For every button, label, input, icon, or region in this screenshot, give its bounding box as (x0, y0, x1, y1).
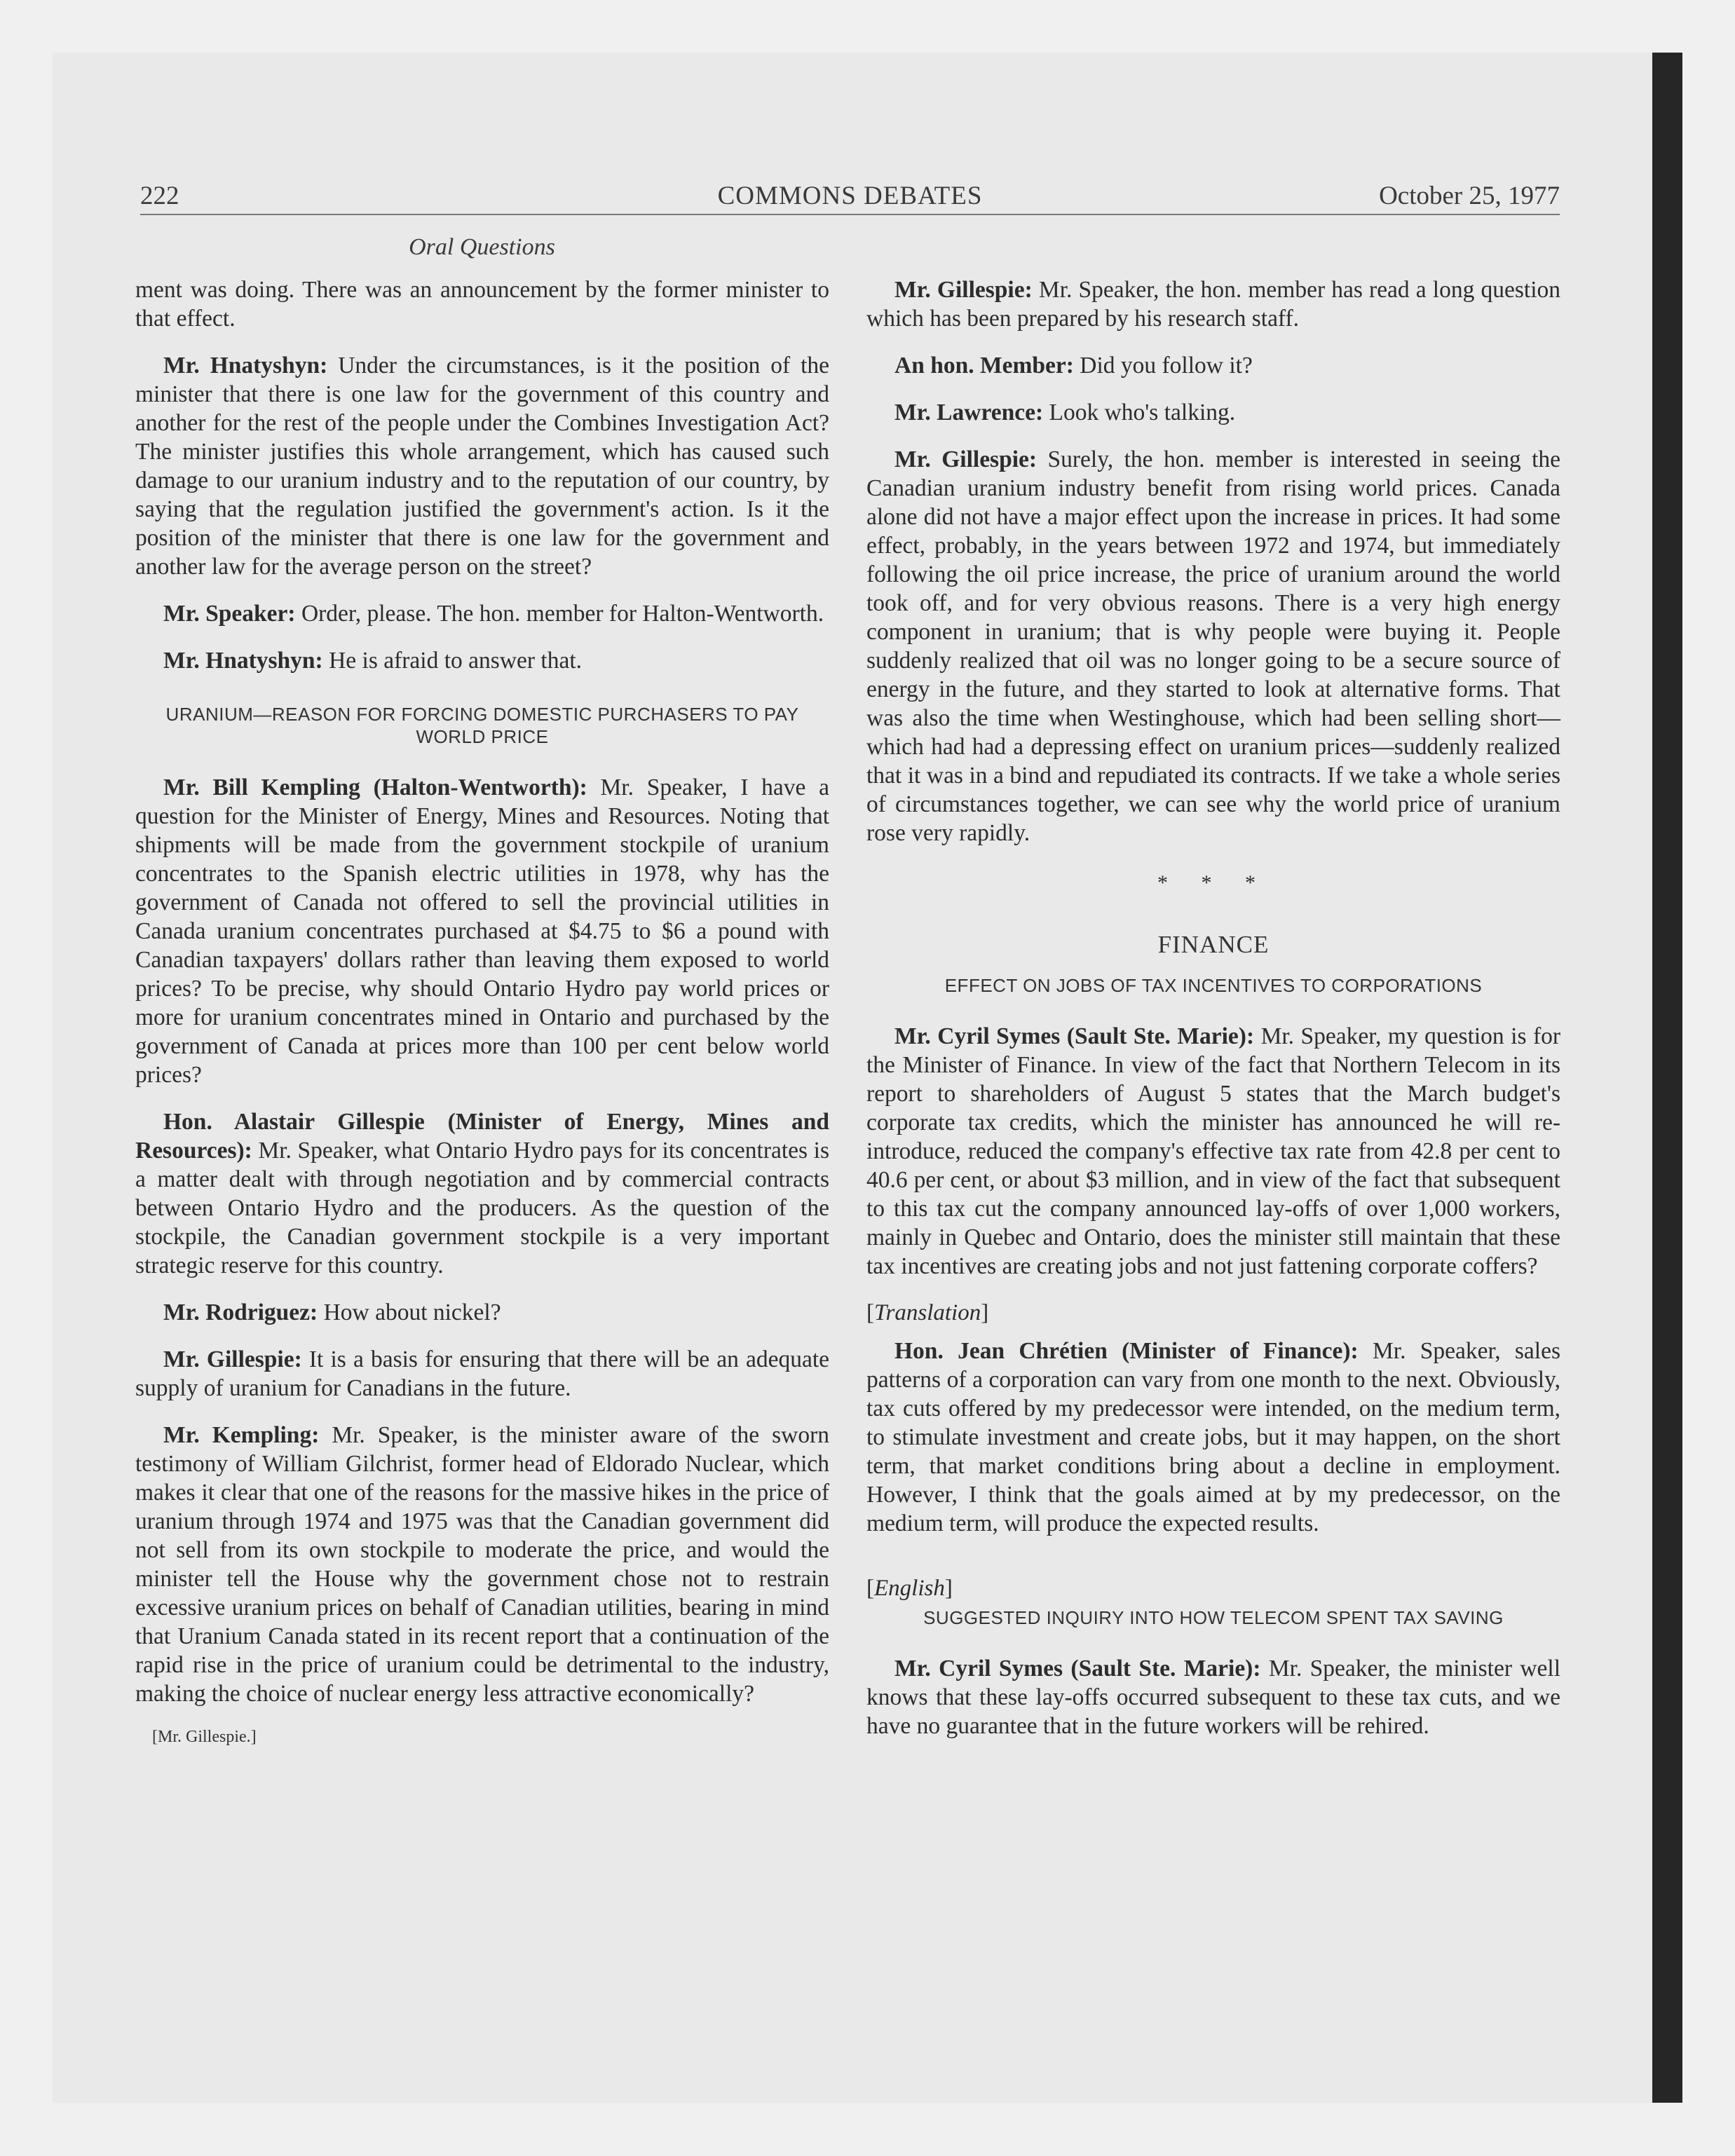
subheading: URANIUM—REASON FOR FORCING DOMESTIC PURCHASERS TO PAY WORLD PRICE (165, 704, 799, 747)
page-header (140, 181, 1560, 216)
speech-text: Mr. Speaker, what Ontario Hydro pays for its concentrates is a matter dealt with through negotiation and by commercial contracts between Ontario Hydro and the producers. As the question of the stockpile, the Canadian government stockpile is a very important strategic reserve for this country. (135, 1138, 830, 1278)
speaker-name: An hon. Member: (894, 353, 1074, 378)
speech-text: Order, please. The hon. member for Halton-Wentworth. (301, 601, 824, 627)
translation-marker: [Translation] (866, 1300, 989, 1325)
paragraph (135, 351, 829, 581)
paragraph (135, 646, 829, 675)
publication-title: COMMONS DEBATES (717, 182, 983, 210)
paragraph (866, 398, 1560, 427)
paragraph (135, 1345, 829, 1403)
speech-text: It is a basis for ensuring that there will be an adequate supply of uranium for Canadians in the future. (135, 1346, 829, 1401)
speech-text: Mr. Speaker, is the minister aware of the sworn testimony of William Gilchrist, former head of Eldorado Nuclear, which makes it clear that one of the reasons for the massive hikes in the price of uranium through 1974 and 1975 was that the Canadian government did not sell from its own stockpile to moderate the price, and would the minister tell the House why the government chose not to restrain excessive uranium prices on behalf of Canadian utilities, bearing in mind that Uranium Canada stated in its recent report that a continuation of the rapid rise in the price of uranium could be detrimental to the industry, making the choice of nuclear energy less attractive economically? (135, 1422, 830, 1707)
section-title: FINANCE (1157, 931, 1270, 958)
speaker-name: Mr. Hnatyshyn: (163, 353, 328, 378)
binding-edge (1652, 53, 1682, 2103)
speaker-name: Mr. Gillespie: (894, 277, 1033, 303)
paragraph (866, 1022, 1560, 1281)
speaker-name: Mr. Kempling: (163, 1422, 320, 1448)
speech-text: Mr. Speaker, my question is for the Minister of Finance. In view of the fact that Northern Telecom in its report to shareholders of August 5 states that the March budget's corporate tax credits, which the minister has announced he will re-introduce, reduced the company's effective tax rate from 42.8 per cent to 40.6 per cent, or about $3 million, and in view of the fact that subsequent to this tax cut the company announced lay-offs of over 1,000 workers, mainly in Quebec and Ontario, does the minister still maintain that these tax incentives are creating jobs and not just fattening corporate coffers? (866, 1023, 1561, 1279)
speaker-name: Mr. Gillespie: (894, 446, 1037, 472)
speech-text: He is afraid to answer that. (329, 648, 583, 674)
paragraph: ment was doing. There was an announcement by the former minister to that effect. (135, 277, 829, 332)
left-column (135, 275, 829, 1747)
paragraph (866, 351, 1560, 380)
paragraph (866, 275, 1560, 333)
speaker-name: Hon. Alastair Gillespie (Minister of Energy, Mines and Resources): (135, 1109, 829, 1164)
speaker-name: Mr. Lawrence: (894, 400, 1044, 425)
speech-text: Look who's talking. (1049, 400, 1236, 425)
speech-text: How about nickel? (323, 1299, 501, 1325)
footnote: [Mr. Gillespie.] (152, 1728, 257, 1746)
running-title: Oral Questions (409, 234, 555, 260)
speaker-name: Mr. Rodriguez: (163, 1299, 318, 1325)
speaker-name: Hon. Jean Chrétien (Minister of Finance): (894, 1338, 1359, 1364)
paragraph (135, 1421, 829, 1708)
speech-text: Mr. Speaker, the minister well knows that these lay-offs occurred subsequent to these tax cuts, and we have no guarantee that in the future workers will be rehired. (866, 1656, 1560, 1739)
publication-date: October 25, 1977 (1379, 182, 1560, 210)
speech-text: Surely, the hon. member is interested in seeing the Canadian uranium industry benefit from rising world prices. Canada alone did not have a major effect upon the increase in prices. It had some effect, probably, in the years between 1972 and 1974, but immediately following the oil price increase, the price of uranium around the world took off, and for very obvious reasons. There is a very high energy component in uranium; that is why people were buying it. People suddenly realized that oil was no longer going to be a secure source of energy in the future, and they started to look at alternative forms. That was also the time when Westinghouse, which had been selling short—which had had a depressing effect on uranium prices—suddenly realized that it was in a bind and repudiated its contracts. If we take a whole series of circumstances together, we can see why the world price of uranium rose very rapidly. (866, 446, 1561, 846)
paragraph (135, 773, 829, 1089)
speaker-name: Mr. Speaker: (163, 601, 296, 627)
language-marker: [English] (866, 1576, 953, 1601)
speaker-name: Mr. Bill Kempling (Halton-Wentworth): (163, 775, 587, 800)
speech-text: Under the circumstances, is it the position of the minister that there is one law for the government of this country and another for the rest of the people under the Combines Investigation Act? The minister justifies this whole arrangement, which has caused such damage to our uranium industry and to the reputation of our country, by saying that the regulation justified the government's action. Is it the position of the minister that there is one law for the government and another law for the average person on the street? (135, 353, 829, 580)
paragraph (866, 1654, 1560, 1740)
speaker-name: Mr. Cyril Symes (Sault Ste. Marie): (894, 1023, 1255, 1049)
speaker-name: Mr. Hnatyshyn: (163, 648, 323, 674)
speaker-name: Mr. Gillespie: (163, 1346, 302, 1372)
paragraph (135, 1107, 829, 1280)
translation-label: Translation (874, 1300, 981, 1325)
speaker-name: Mr. Cyril Symes (Sault Ste. Marie): (894, 1656, 1261, 1681)
header-rule (140, 214, 1560, 215)
english-label: English (874, 1576, 945, 1601)
subheading: EFFECT ON JOBS OF TAX INCENTIVES TO CORPORATIONS (944, 975, 1483, 996)
speech-text: Did you follow it? (1080, 353, 1253, 378)
subheading: SUGGESTED INQUIRY INTO HOW TELECOM SPENT TAX SAVING (923, 1607, 1504, 1628)
speech-text: Mr. Speaker, I have a question for the Minister of Energy, Mines and Resources. Noting that shipments will be made from the government stockpile of uranium concentrates to the Spanish electric utilities in 1978, why has the government of Canada not offered to sell the provincial utilities in Canada uranium concentrates purchased at $4.75 to $6 a pound with Canadian taxpayers' dollars rather than leaving them exposed to world prices? To be precise, why should Ontario Hydro pay world prices or more for uranium concentrates mined in Ontario and purchased by the government of Canada at prices more than 100 per cent below world prices? (135, 775, 829, 1088)
speech-text: Mr. Speaker, sales patterns of a corporation can vary from one month to the next. Obviously, tax cuts offered by my predecessor were intended, on the medium term, to stimulate investment and create jobs, but it may happen, on the short term, that market conditions bring about a decline in employment. However, I think that the goals aimed at by my predecessor, on the medium term, will produce the expected results. (866, 1338, 1561, 1536)
paragraph (135, 1298, 829, 1327)
paragraph (866, 1337, 1560, 1538)
paragraph (135, 599, 829, 628)
right-column (866, 275, 1560, 1759)
paragraph (866, 445, 1560, 847)
page-number: 222 (140, 182, 179, 210)
speech-text: Mr. Speaker, the hon. member has read a long question which has been prepared by his research staff. (866, 277, 1561, 332)
section-separator: * * * (1157, 871, 1270, 894)
